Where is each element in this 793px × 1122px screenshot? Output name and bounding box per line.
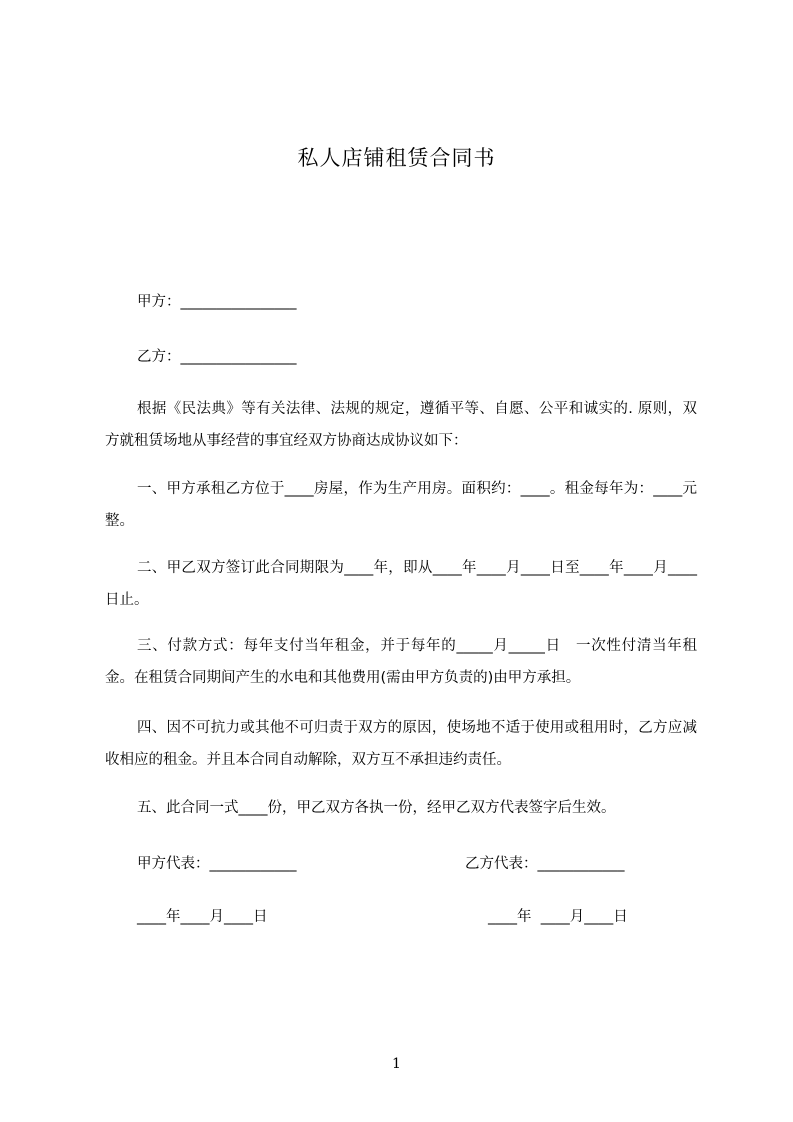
preamble-paragraph: 根据《民法典》等有关法律、法规的规定，遵循平等、自愿、公平和诚实的. 原则，双方就租赁场地从事经营的事宜经双方协商达成协议如下： bbox=[105, 401, 697, 449]
clause-3-paragraph: 三、付款方式：每年支付当年租金，并于每年的_____月_____日 一次性付清当年租金。在租赁合同期间产生的水电和其他费用(需由甲方负责的)由甲方承担。 bbox=[105, 638, 697, 686]
party-a-date: ____年____月____日 bbox=[137, 909, 268, 925]
party-b-date: ____年 ____月____日 bbox=[488, 909, 628, 925]
clause-2-paragraph: 二、甲乙双方签订此合同期限为____年，即从____年____月____日至____年____月____日止。 bbox=[105, 560, 697, 608]
party-a-field: 甲方：________________ bbox=[137, 294, 297, 310]
clause-4-paragraph: 四、因不可抗力或其他不可归责于双方的原因，使场地不适于使用或租用时，乙方应减收相应的租金。并且本合同自动解除，双方互不承担违约责任。 bbox=[105, 720, 697, 768]
document-title: 私人店铺租赁合同书 bbox=[297, 146, 496, 170]
clause-1-paragraph: 一、甲方承租乙方位于____房屋，作为生产用房。面积约：____。租金每年为：____元整。 bbox=[105, 481, 697, 529]
page-number: 1 bbox=[392, 1056, 401, 1072]
clause-5-paragraph: 五、此合同一式____份，甲乙双方各执一份，经甲乙双方代表签字后生效。 bbox=[137, 800, 616, 816]
party-b-representative: 乙方代表：____________ bbox=[465, 856, 625, 872]
party-b-field: 乙方：________________ bbox=[137, 349, 297, 365]
party-a-representative: 甲方代表：____________ bbox=[137, 856, 297, 872]
